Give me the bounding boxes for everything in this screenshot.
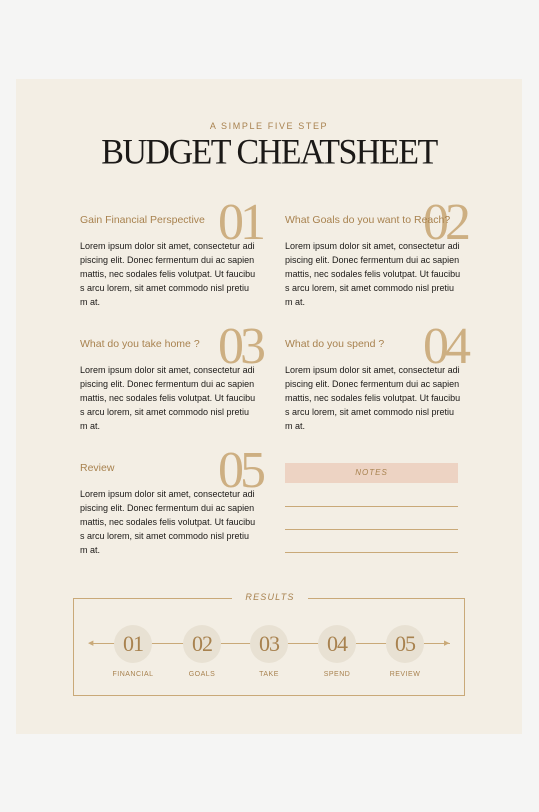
- result-circle-3: [250, 625, 288, 663]
- step-number: 02: [423, 194, 467, 251]
- notes-header: NOTES: [285, 463, 458, 483]
- page-title: BUDGET CHEATSHEET: [101, 133, 437, 172]
- step-4: [285, 318, 467, 433]
- page-subtitle: A SIMPLE FIVE STEP: [209, 121, 329, 131]
- step-body: Lorem ipsum dolor sit amet, consectetur adipiscing elit. Donec fermentum dui ac sapien mattis, nec sodales felis volutpat. Ut faucibus arcu lorem, sit amet commodo nisl pretium at.: [80, 365, 256, 431]
- step-title: What Goals do you want to Reach?: [285, 214, 451, 226]
- notes-line[interactable]: [285, 552, 458, 553]
- result-circle-4: [318, 625, 356, 663]
- step-5: [80, 442, 262, 557]
- cheatsheet-page: [16, 79, 522, 734]
- step-number: 05: [218, 442, 262, 499]
- step-title: What do you spend ?: [285, 338, 385, 350]
- result-number: 05: [395, 631, 415, 656]
- step-body: Lorem ipsum dolor sit amet, consectetur adipiscing elit. Donec fermentum dui ac sapien mattis, nec sodales felis volutpat. Ut faucibus arcu lorem, sit amet commodo nisl pretium at.: [285, 365, 461, 431]
- result-label-goals: GOALS: [188, 671, 216, 678]
- step-title: Review: [80, 462, 115, 474]
- result-circle-2: [183, 625, 221, 663]
- step-number: 04: [423, 318, 467, 375]
- result-circle-5: [386, 625, 424, 663]
- result-label-review: REVIEW: [389, 671, 421, 678]
- result-label-financial: FINANCIAL: [112, 671, 154, 678]
- step-number: 01: [218, 194, 262, 251]
- step-body: Lorem ipsum dolor sit amet, consectetur adipiscing elit. Donec fermentum dui ac sapien mattis, nec sodales felis volutpat. Ut faucibus arcu lorem, sit amet commodo nisl pretium at.: [285, 241, 461, 307]
- step-body: Lorem ipsum dolor sit amet, consectetur adipiscing elit. Donec fermentum dui ac sapien mattis, nec sodales felis volutpat. Ut faucibus arcu lorem, sit amet commodo nisl pretium at.: [80, 489, 256, 555]
- step-1: [80, 194, 262, 309]
- result-number: 02: [192, 631, 212, 656]
- result-number: 03: [259, 631, 279, 656]
- result-number: 04: [327, 631, 347, 656]
- arrow-left-icon: ◀: [88, 640, 94, 647]
- step-2: [285, 194, 467, 309]
- result-label-take: TAKE: [259, 671, 279, 678]
- step-body: Lorem ipsum dolor sit amet, consectetur adipiscing elit. Donec fermentum dui ac sapien mattis, nec sodales felis volutpat. Ut faucibus arcu lorem, sit amet commodo nisl pretium at.: [80, 241, 256, 307]
- result-label-spend: SPEND: [323, 671, 351, 678]
- step-title: What do you take home ?: [80, 338, 200, 350]
- notes-line[interactable]: [285, 506, 458, 507]
- results-panel: [73, 592, 465, 696]
- step-3: [80, 318, 262, 433]
- step-title: Gain Financial Perspective: [80, 214, 205, 226]
- arrow-right-icon: ▶: [444, 640, 450, 647]
- result-number: 01: [123, 631, 143, 656]
- step-number: 03: [218, 318, 262, 375]
- result-circle-1: [114, 625, 152, 663]
- notes-line[interactable]: [285, 529, 458, 530]
- results-title: RESULTS: [232, 592, 308, 602]
